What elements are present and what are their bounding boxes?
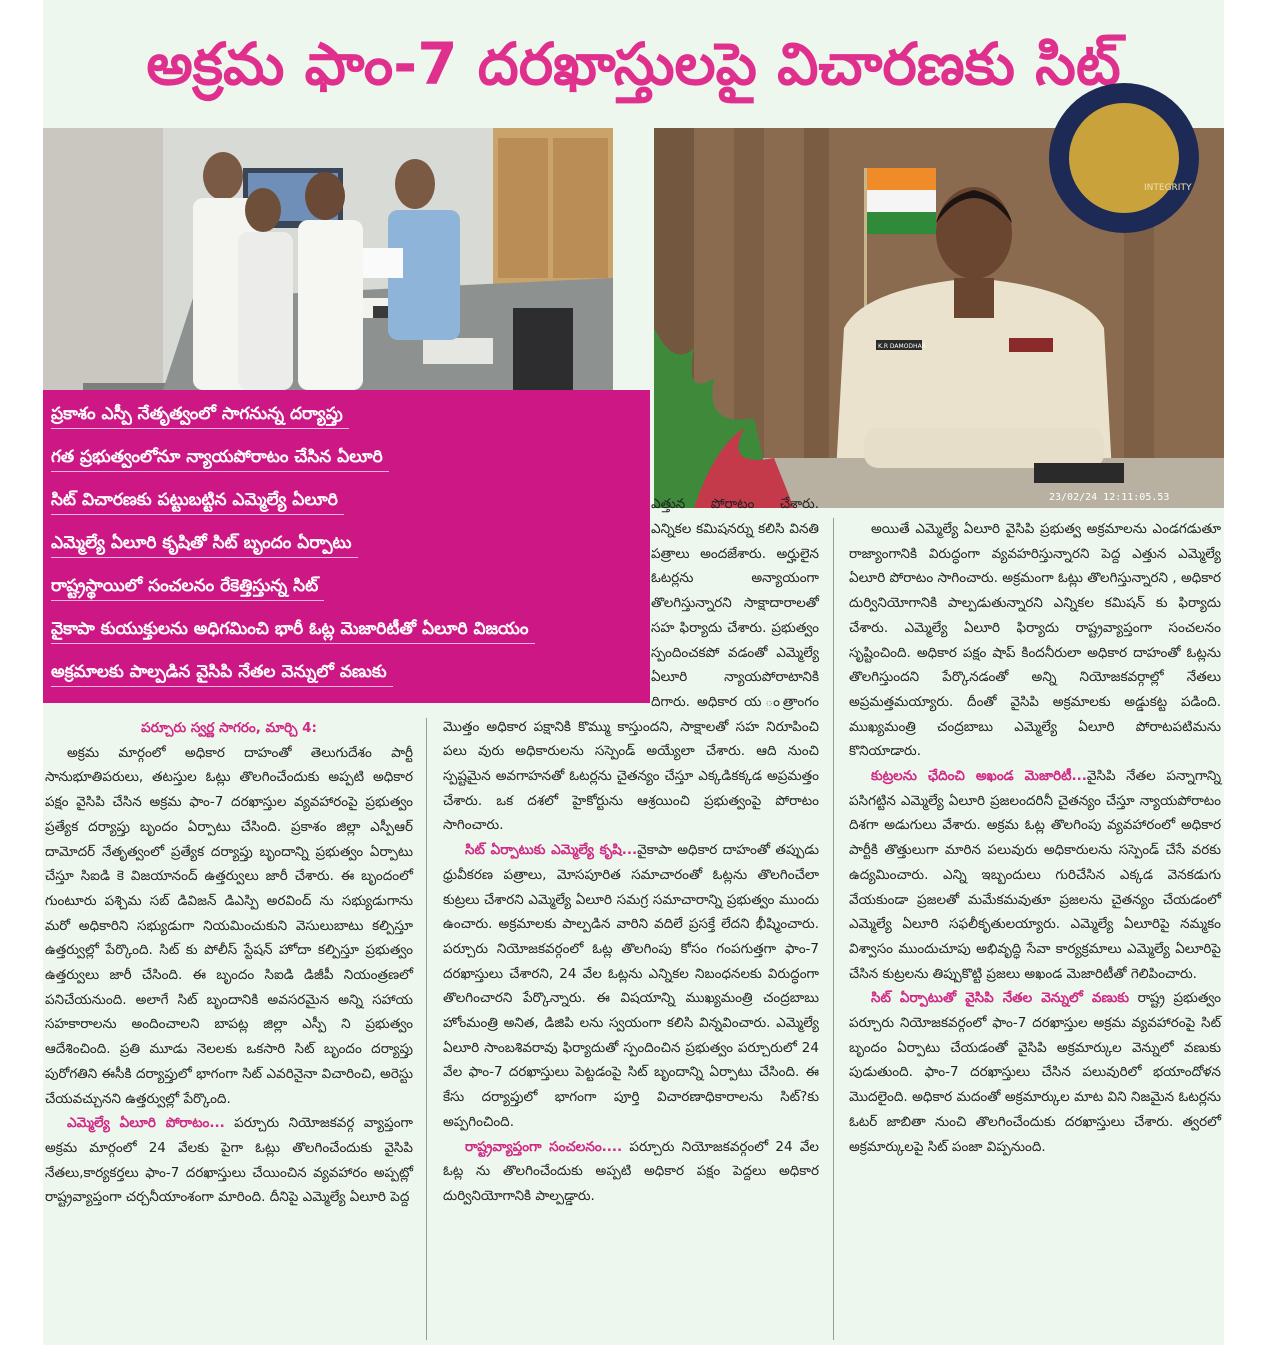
subheading: రాష్ట్రవ్యాప్తంగా సంచలనం.... [465,1138,623,1155]
subheading: సిట్ ఏర్పాటుకు ఎమ్మెల్యే కృషి... [465,842,638,859]
highlight-item: సిట్ విచారణకు పట్టుబట్టిన ఎమ్మెల్యే ఏలూరి [51,488,344,515]
highlight-item: గత ప్రభుత్వంలోనూ న్యాయపోరాటం చేసిన ఏలూరి [51,445,389,472]
article-paragraph: అక్రమ మార్గంలో అధికార దాహంతో తెలుగుదేశం పార్టీ సానుభూతిపరులు, తటస్తుల ఓట్లు తొలగించేందుకు అప్పటి అధికార పక్షం వైసిపి చేసిన అక్రమ ఫాం-7 దరఖాస్తుల వ్యవహారంపై ప్రభుత్వం ప్రత్యేక దర్యాప్తు బృందం ఏర్పాటు చేసింది. ప్రకాశం జిల్లా ఎస్పీఆర్ దామోదర్ నేతృత్వంలో ప్రత్యేక దర్యాప్తు బృందాన్ని ప్రభుత్వం ఏర్పాటు చేస్తూ సిఐడి కె విజయానంద్ ఉత్తర్వులు జారీ చేశారు. ఈ బృందంలో గుంటూరు పశ్చిమ సబ్ డివిజన్ డిఎస్పి అరవింద్ ను సభ్యుడుగాను మరో అధికారిని సభ్యుడుగా నియమించుకుని వెసులుబాటు కల్పిస్తూ ఉత్తర్వుల్లో పేర్కొంది. సిట్ కు పోలీస్ స్టేషన్ హోదా కల్పిస్తూ ప్రభుత్వం ఉత్తర్వులు జారీ చేసింది. ఈ బృందం సిఐడి డిజీపీ నియంత్రణలో పనిచేయనుంది. అలాగే సిట్ బృందానికి అవసరమైన అన్ని సహాయ సహకారాలను అందించాలని బాపట్ల జిల్లా ఎస్పీ ని ప్రభుత్వం ఆదేశించింది. ప్రతి మూడు నెలలకు ఒకసారి సిట్ బృందం దర్యాప్తు పురోగతిని ఈసీకి దర్యాప్తులో భాగంగా సిట్ ఎవరినైనా విచారించి, అరెస్టు చేయవచ్చునని ఉత్తర్వుల్లో పేర్కొంది. [45,744,413,1107]
photo-officer-illustration [654,128,1224,508]
photo-timestamp: 23/02/24 12:11:05.53 [1049,492,1170,503]
officer-nameplate: K.R DAMODHAR [878,343,926,350]
highlight-item: అక్రమాలకు పాల్పడిన వైసిపి నేతల వెన్నులో వణుకు [51,660,393,687]
article-paragraph: రాష్ట్ర ప్రభుత్వం పర్చూరు నియోజకవర్గంలో ఫాం-7 దరఖాస్తుల అక్రమ వ్యవహారంపై సిట్ బృందం ఏర్పాటు చేయడంతో వైసిపి అక్రమార్కుల వెన్నులో వణుకు పుడుతుంది. ఫాం-7 దరఖాస్తులు చేసిన పలువురిలో భయాందోళన మొదలైంది. అధికార మదంతో అక్రమార్కుల మాట విని నిజమైన ఓటర్లను ఓటర్ జాబితా నుంచి తొలగించేందుకు దరఖాస్తులు చేశారు. త్వరలో అక్రమార్కులపై సిట్ పంజా విప్పనుంది. [849,990,1222,1155]
article-paragraph: ఎత్తున పోరాటం చేశారు. ఎన్నికల కమిషనర్ను కలిసి వినతి పత్రాలు అందజేశారు. అర్హులైన ఓటర్లను అన్యాయంగా తొలగిస్తున్నారని సాక్షాదారాలతో సహ ఫిర్యాదు చేశారు. ప్రభుత్వం స్పందించకపో వడంతో ఎమ్మెల్యే ఏలూరి న్యాయపోరాటానికి దిగారు. అధికార య ంత్రాంగం మొత్తం అధికార పక్షానికి కొమ్ము కాస్తుందని, సాక్షాలతో సహ నిరూపించి పలు వురు అధికారులను సస్పెండ్ అయ్యేలా చేశారు. ఆది నుంచి స్పష్టమైన అవగాహనతో ఓటర్లను చైతన్యం చేస్తూ ఎక్కడికక్కడ అప్రమత్తం చేశారు. ఒక దశలో హైకోర్టును ఆశ్రయించి ప్రభుత్వంపై పోరాటం సాగించారు. [443,496,819,834]
article-paragraph: అయితే ఎమ్మెల్యే ఏలూరి వైసిపి ప్రభుత్వ అక్రమాలను ఎండగడుతూ రాజ్యాంగానికి విరుద్ధంగా వ్యవహరిస్తున్నారని పెద్ద ఎత్తున ఎమ్మెల్యే ఏలూరి పోరాటం సాగించారు. అక్రమంగా ఓట్లు తొలగిస్తున్నారని , అధికార దుర్వినియోగానికి పాల్పడుతున్నారని ఎన్నికల కమిషన్ కు ఫిర్యాదు చేశారు. ఎమ్మెల్యే ఏలూరి ఫిర్యాదు రాష్ట్రవ్యాప్తంగా సంచలనం సృష్టించింది. అధికార పక్షం షాప్ కిందనీరులా అధికార దాహంతో ఓట్లను తొలగిస్తుందని పేర్కొనడంతో అన్ని నియోజకవర్గాల్లో నేతలు అప్రమత్తమయ్యారు. దీంతో వైసిపి అక్రమాలకు అడ్డుకట్ట పడింది. ముఖ్యమంత్రి చంద్రబాబు ఎమ్మెల్యే ఏలూరి పోరాటపటిమను కొనియాడారు. [849,521,1221,760]
newspaper-page [43,0,1224,1345]
subheading: సిట్ ఏర్పాటుతో వైసిపి నేతల వెన్నులో వణుకు [871,990,1130,1007]
headline: అక్రమ ఫాం-7 దరఖాస్తులపై విచారణకు సిట్ [146,30,1121,98]
article-paragraph: పర్చూరు నియోజకవర్గంలో 24 వేల ఓట్ల ను తొలగించేందుకు అప్పటి అధికార పక్షం పెద్దలు అధికార దుర్వినియోగానికి పాల్పడ్డారు. [443,1138,819,1204]
highlight-item: వైకాపా కుయుక్తులను అధిగమించి భారీ ఓట్ల మెజారిటీతో ఏలూరి విజయం [51,617,535,644]
subheading: కుట్రలను ఛేదించి అఖండ మెజారిటీ... [871,768,1087,785]
article-paragraph: వైకాపా అధికార దాహంతో తప్పుడు ధ్రువీకరణ పత్రాలు, మోసపూరిత సమాచారంతో ఓట్లను తొలగించేలా కుట్రలు చేశారని ఎమ్మెల్యే ఏలూరి సమగ్ర సమాచారాన్ని ప్రభుత్వం ముందు ఉంచారు. అక్రమాలకు పాల్పడిన వారిని వదిలే ప్రసక్తే లేదని భీష్మించారు. పర్చూరు నియోజకవర్గంలో ఓట్ల తొలగింపు కోసం గంపగుత్తగా ఫాం-7 దరఖాస్తులు చేశారని, 24 వేల ఓట్లను ఎన్నికల నిబంధనలకు విరుద్ధంగా తొలగించారని పేర్కొన్నారు. ఈ విషయాన్ని ముఖ్యమంత్రి చంద్రబాబు హోంమంత్రి అనిత, డిజిపి లను స్వయంగా కలిసి విన్నవించారు. ఎమ్మెల్యే ఏలూరి సాంబశివరావు ఫిర్యాదుతో స్పందించిన ప్రభుత్వం పర్చూరులో 24 వేల ఫాం-7 దరఖాస్తులు పెట్టడంపై సిట్ బృందాన్ని ఏర్పాటు చేసింది. ఈ కేసు దర్యాప్తులో భాగంగా పూర్తి విచారణాధికారాలను సిట్?కు అప్పగించింది. [443,842,819,1130]
photo-petition-illustration [43,128,613,390]
dateline: పర్చూరు స్వర్ణ సాగరం, మార్చి 4: [141,720,317,736]
emblem-text: INTEGRITY [1144,183,1192,193]
highlight-item: ఎమ్మెల్యే ఏలూరి కృషితో సిట్ బృందం ఏర్పాటు [51,531,358,558]
photo-police-officer [654,128,1224,508]
article-paragraph: పర్చూరు నియోజకవర్గ వ్యాప్తంగా అక్రమ మార్గంలో 24 వేలకు పైగా ఓట్లు తొలగించేందుకు వైసిపి నేతలు,కార్యకర్తలు ఫాం-7 దరఖాస్తులు చేయించిన వ్యవహారం అప్పట్లో రాష్ట్రవ్యాప్తంగా చర్చనీయాంశంగా మారింది. దీనిపై ఎమ్మెల్యే ఏలూరి పెద్ద [45,1115,413,1206]
highlight-item: రాష్ట్రస్థాయిలో సంచలనం రేకెత్తిస్తున్న సిట్ [51,574,324,601]
article-paragraph: వైసిపి నేతల పన్నాగాన్ని పసిగట్టిన ఎమ్మెల్యే ఏలూరి ప్రజలందరినీ చైతన్యం చేస్తూ న్యాయపోరాటం దిశగా అడుగులు వేశారు. అక్రమ ఓట్ల తొలగింపు వ్యవహారంలో అధికార పార్టీకి తొత్తులుగా మారిన పలువురు అధికారులను సస్పెండ్ చేసే వరకు ఉద్యమించారు. ఎన్ని ఇబ్బందులు గురిచేసిన ఎక్కడ వెనకడుగు వేయకుండా ప్రజలతో మమేకమవుతూ ప్రజలను చైతన్యం చేయడంలో ఎమ్మెల్యే ఏలూరి సఫలీకృతులయ్యారు. ఎమ్మెల్యే ఏలూరిపై నమ్మకం విశ్వాసం ముందుచూపు అభివృద్ధి సేవా కార్యక్రమాలు ఎమ్మెల్యే ఏలూరిపై చేసిన కుట్రలను తిప్పుకొట్టి ప్రజలు అఖండ మెజారిటీతో గెలిపించారు. [849,768,1221,982]
float-spacer [443,517,651,704]
subheading: ఎమ్మెల్యే ఏలూరి పోరాటం... [67,1115,225,1132]
article-column-3 [849,517,1221,1343]
highlight-item: ప్రకాశం ఎస్పీ నేతృత్వంలో సాగనున్న దర్యాప్తు [51,402,349,429]
article-column-2 [443,496,819,1343]
photo-petition-handover [43,128,613,390]
column-divider [426,718,427,1340]
article-column-1 [45,716,413,1344]
column-divider [833,518,834,1340]
